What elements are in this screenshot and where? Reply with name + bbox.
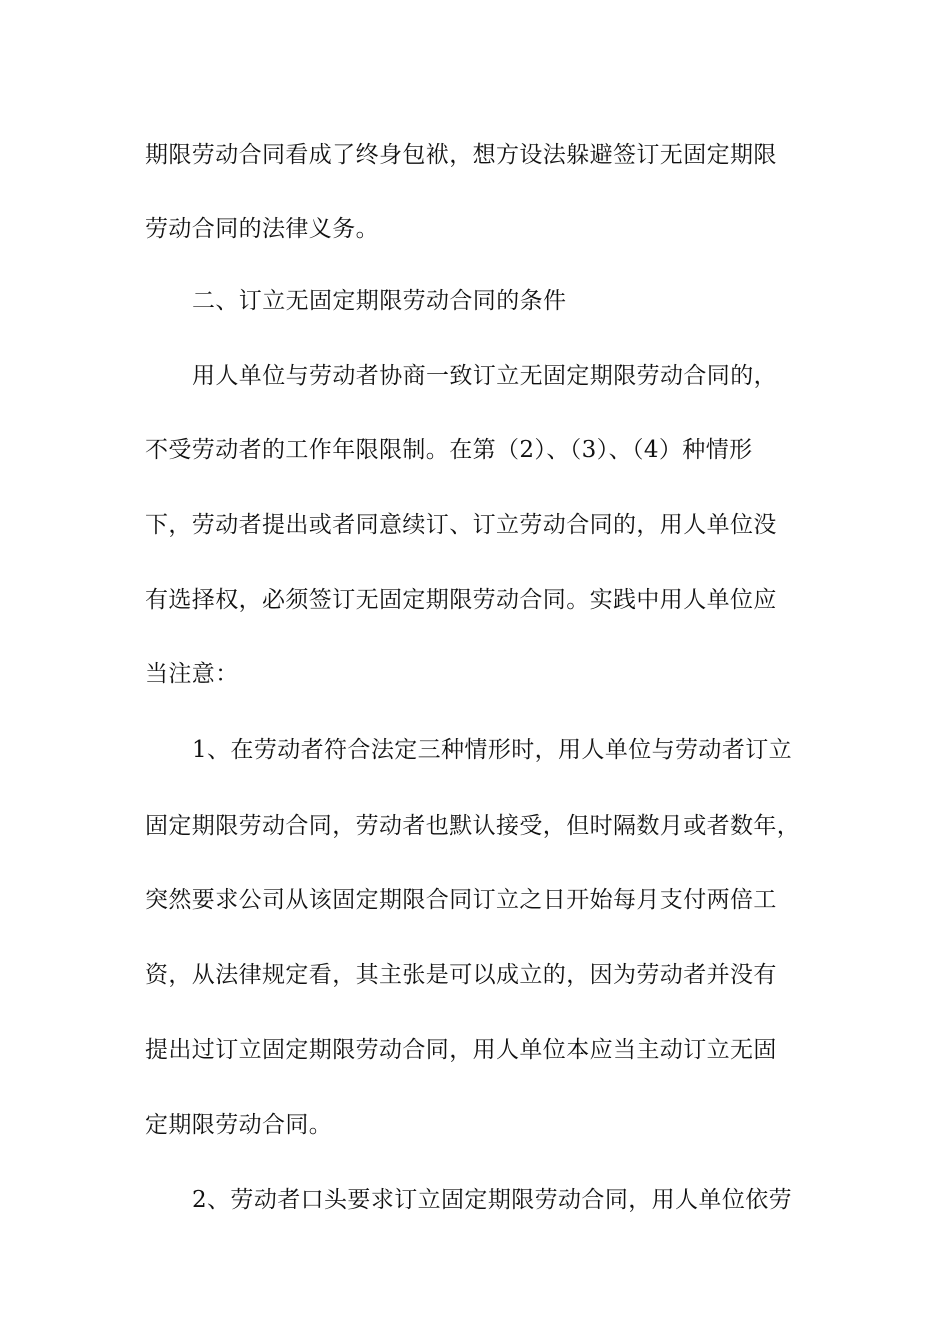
paragraph-start: 用人单位与劳动者协商一致订立无固定期限劳动合同的， [192,363,777,389]
section-heading: 二、订立无固定期限劳动合同的条件 [192,288,567,314]
text-line: 期限劳动合同看成了终身包袱，想方设法躲避签订无固定期限 [145,142,777,168]
text-line: 有选择权，必须签订无固定期限劳动合同。实践中用人单位应 [145,587,777,613]
text-line: 当注意： [145,661,239,687]
text-line: 劳动合同的法律义务。 [145,216,379,242]
text-line: 不受劳动者的工作年限限制。在第（2）、（3）、（4）种情形 [145,437,753,463]
text-line: 提出过订立固定期限劳动合同，用人单位本应当主动订立无固 [145,1037,777,1063]
text-line: 下，劳动者提出或者同意续订、订立劳动合同的，用人单位没 [145,512,777,538]
list-item-1: 1、在劳动者符合法定三种情形时，用人单位与劳动者订立 [192,737,793,763]
text-line: 突然要求公司从该固定期限合同订立之日开始每月支付两倍工 [145,887,777,913]
text-line: 固定期限劳动合同，劳动者也默认接受，但时隔数月或者数年， [145,813,801,839]
text-line: 资，从法律规定看，其主张是可以成立的，因为劳动者并没有 [145,962,777,988]
text-line: 定期限劳动合同。 [145,1112,333,1138]
list-item-2: 2、劳动者口头要求订立固定期限劳动合同，用人单位依劳 [192,1187,793,1213]
